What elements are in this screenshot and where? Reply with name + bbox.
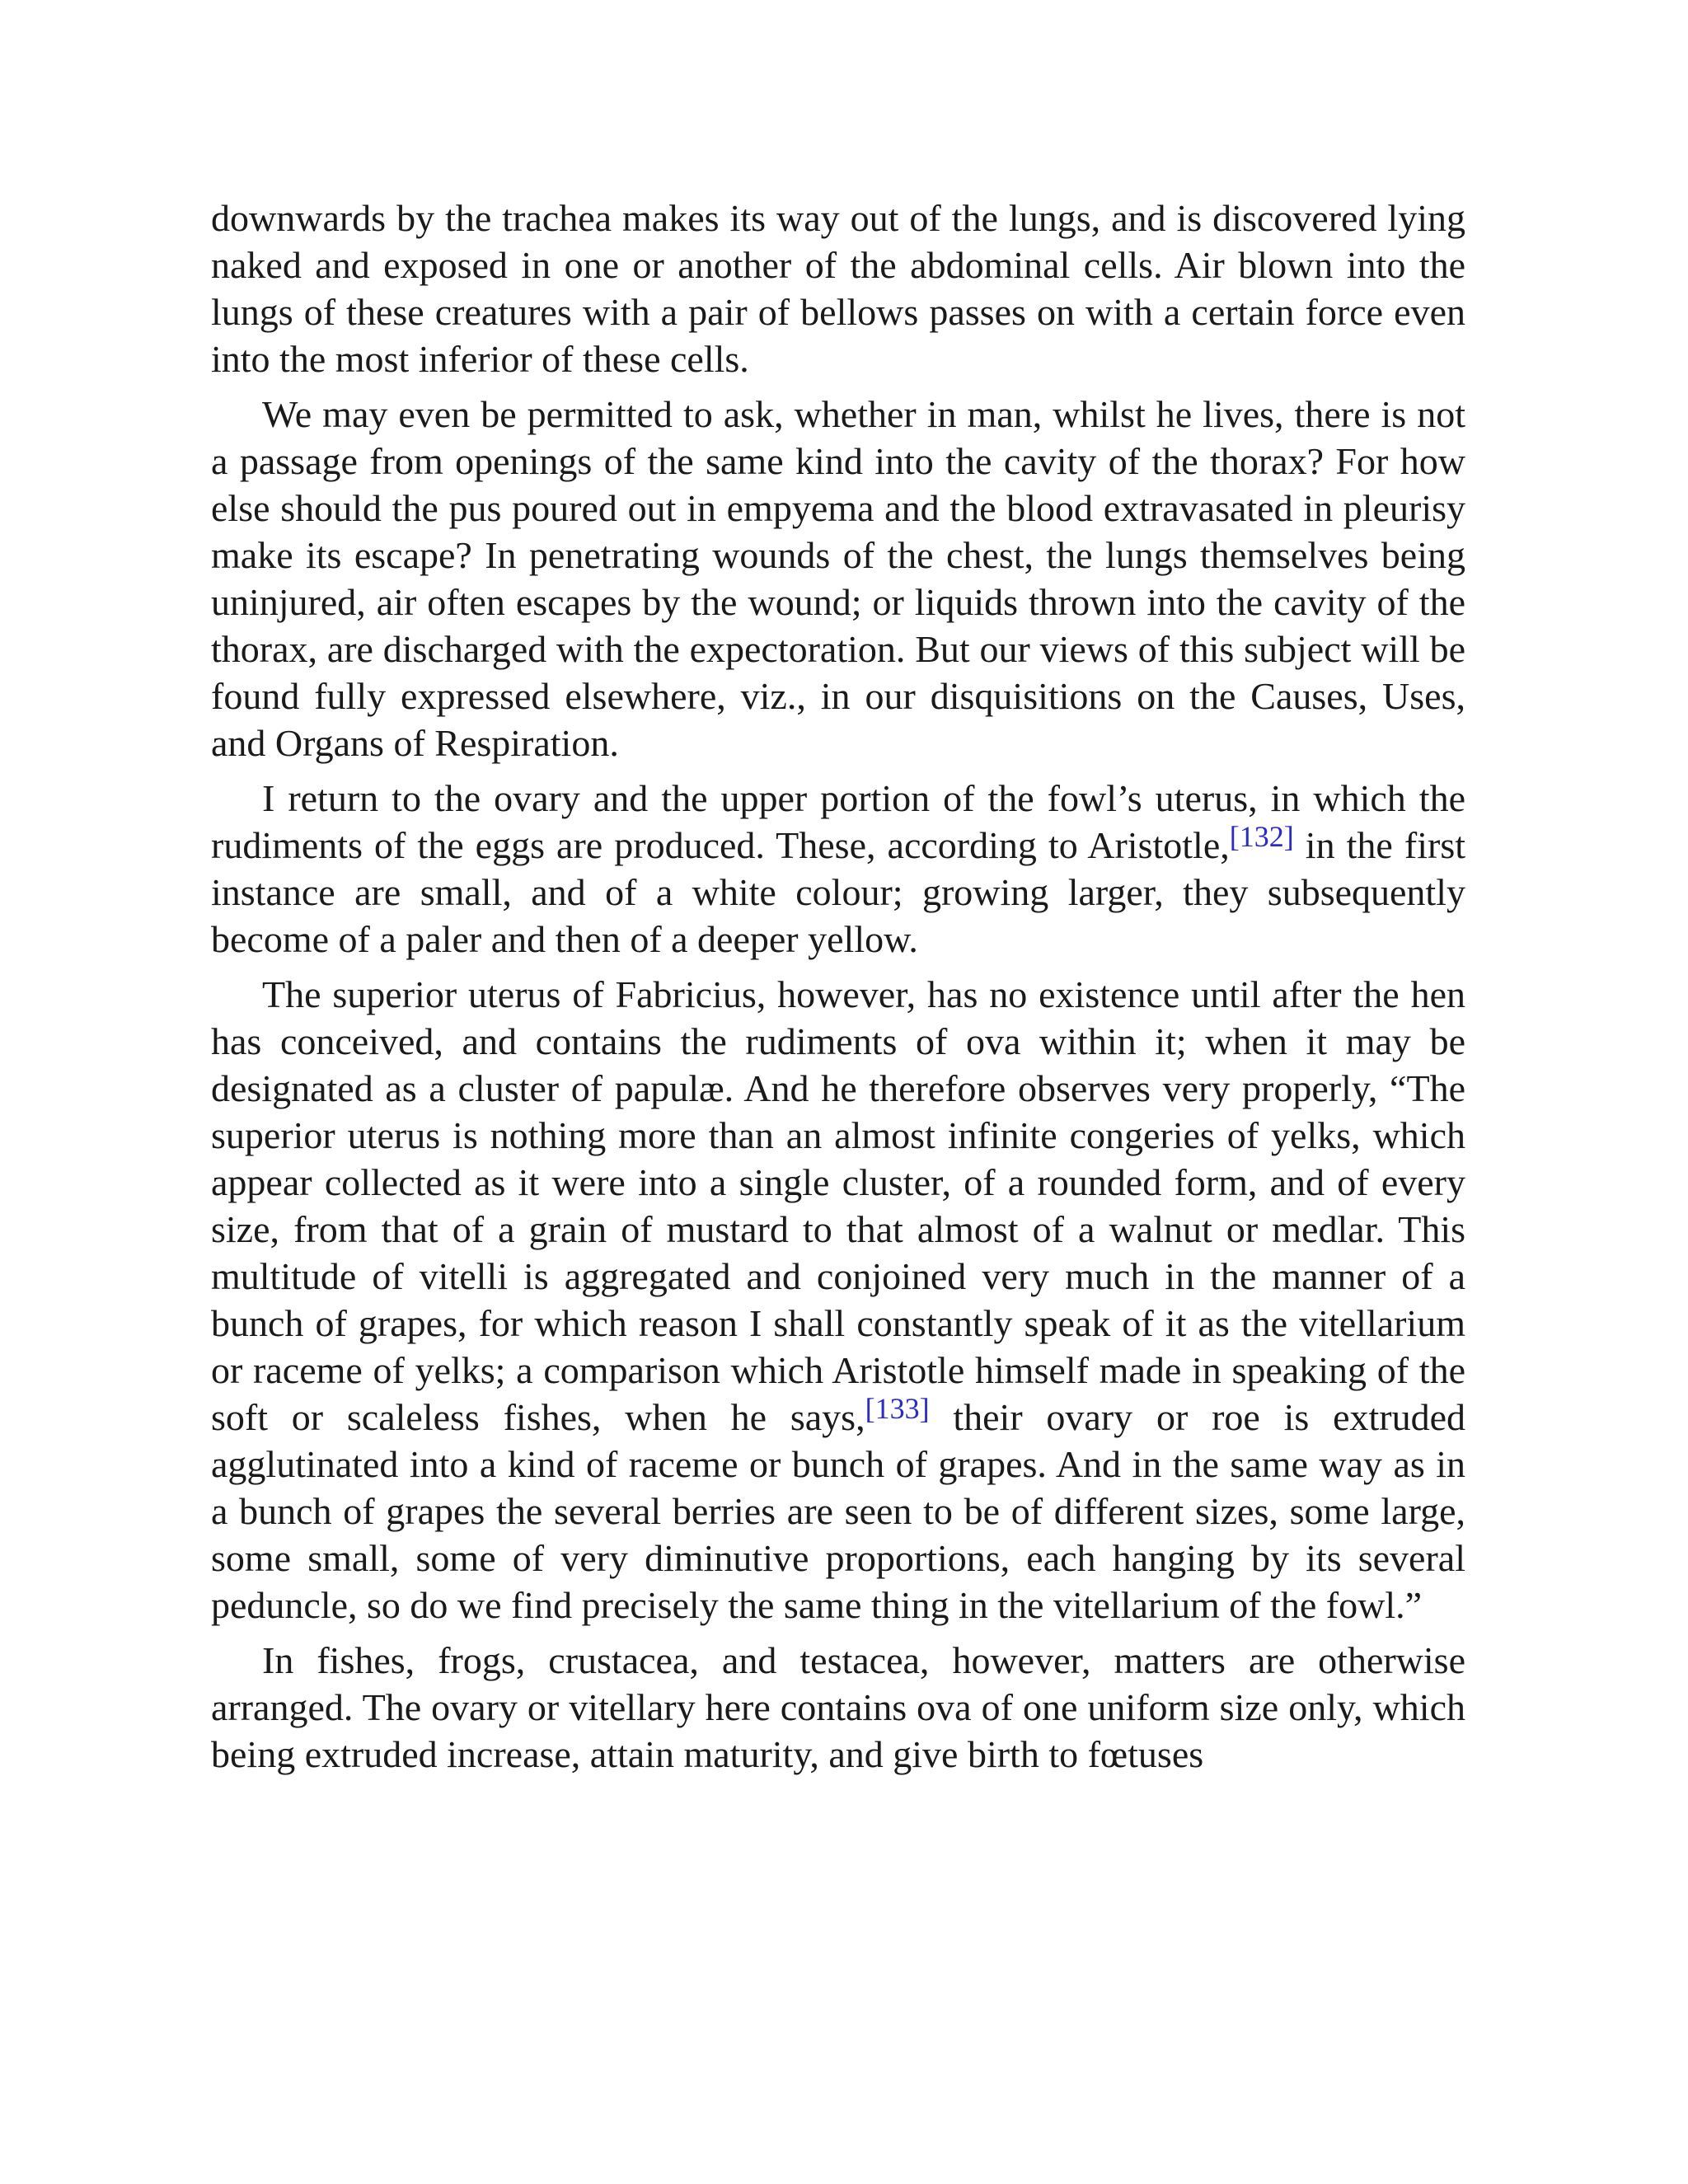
document-page [211, 194, 1465, 1786]
paragraph-3-text-b: in the first instance are small, and of a white colour; growing larger, they subsequently become of a paler and then of a deeper yellow. [211, 824, 1465, 960]
paragraph-5 [211, 1637, 1465, 1778]
paragraph-5-text: In fishes, frogs, crustacea, and testacea, however, matters are otherwise arranged. The ovary or vitellary here contains ova of one uniform size only, which being extruded increase, attain maturity, and give birth to fœtuses [211, 1639, 1465, 1775]
paragraph-1 [211, 194, 1465, 382]
footnote-link-132[interactable]: [132] [1229, 820, 1294, 853]
footnote-link-133[interactable]: [133] [865, 1392, 930, 1425]
paragraph-4-text-a: The superior uterus of Fabricius, however, has no existence until after the hen has conceived, and contains the rudiments of ova within it; when it may be designated as a cluster of papulæ. And he therefore observes very properly, “The superior uterus is nothing more than an almost infinite congeries of yelks, which appear collected as it were into a single cluster, of a rounded form, and of every size, from that of a grain of mustard to that almost of a walnut or medlar. This multitude of vitelli is aggregated and conjoined very much in the manner of a bunch of grapes, for which reason I shall constantly speak of it as the vitellarium or raceme of yelks; a comparison which Aristotle himself made in speaking of the soft or scaleless fishes, when he says, [211, 973, 1465, 1438]
paragraph-3-text-a: I return to the ovary and the upper portion of the fowl’s uterus, in which the rudiments of the eggs are produced. These, according to Aristotle, [211, 777, 1465, 866]
paragraph-4-text-b: their ovary or roe is extruded agglutinated into a kind of raceme or bunch of grapes. And in the same way as in a bunch of grapes the several berries are seen to be of different sizes, some large, some small, some of very diminutive proportions, each hanging by its several peduncle, so do we find precisely the same thing in the vitellarium of the fowl.” [211, 1396, 1465, 1626]
paragraph-1-text: downwards by the trachea makes its way out of the lungs, and is discovered lying naked and exposed in one or another of the abdominal cells. Air blown into the lungs of these creatures with a pair of bellows passes on with a certain force even into the most inferior of these cells. [211, 197, 1465, 380]
paragraph-3 [211, 775, 1465, 963]
paragraph-2 [211, 391, 1465, 766]
paragraph-4 [211, 971, 1465, 1629]
paragraph-2-text: We may even be permitted to ask, whether in man, whilst he lives, there is not a passage from openings of the same kind into the cavity of the thorax? For how else should the pus poured out in empyema and the blood extravasated in pleurisy make its escape? In penetrating wounds of the chest, the lungs themselves being uninjured, air often escapes by the wound; or liquids thrown into the cavity of the thorax, are discharged with the expectoration. But our views of this subject will be found fully expressed elsewhere, viz., in our disquisitions on the Causes, Uses, and Organs of Respiration. [211, 393, 1465, 764]
